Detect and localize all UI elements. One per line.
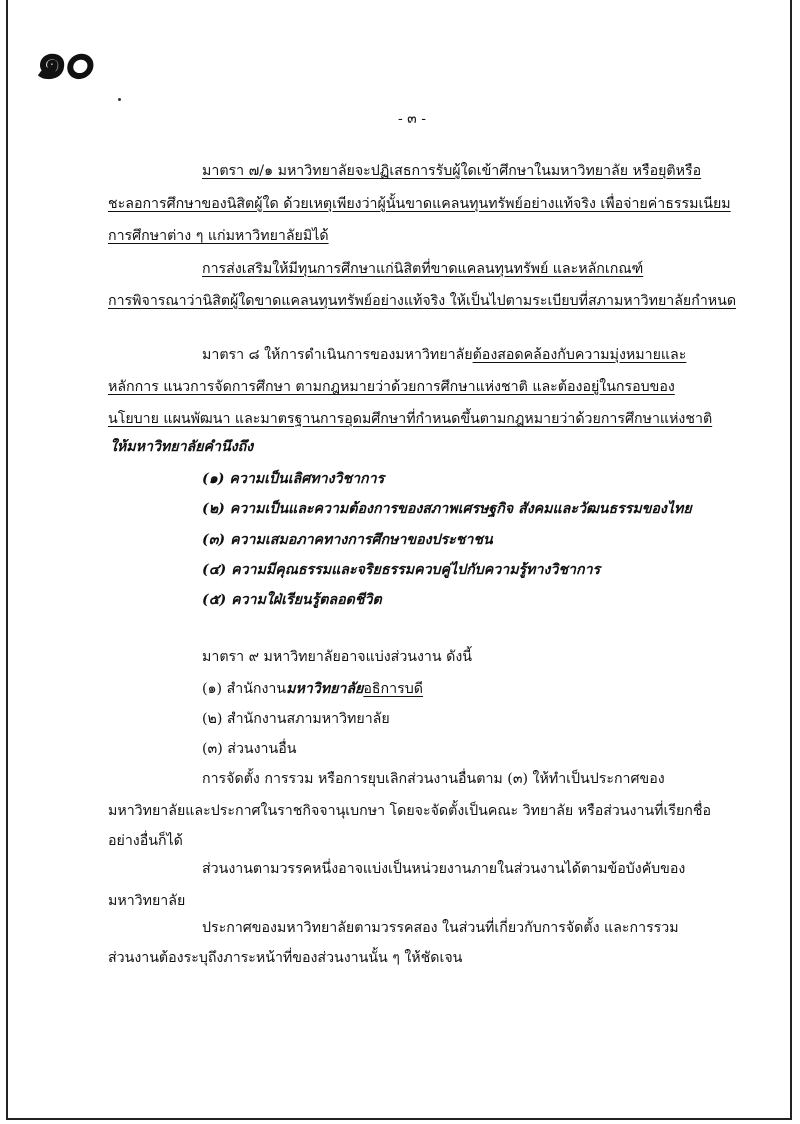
section-9-item-2: (๒) สำนักงานสภามหาวิทยาลัย: [202, 711, 390, 727]
section-9-para-4-line-2: ส่วนงานต้องระบุถึงภาระหน้าที่ของส่วนงานนั้น ๆ ให้ชัดเจน: [108, 950, 463, 966]
section-8-item-2: (๒) ความเป็นและความต้องการของสภาพเศรษฐกิจ สังคมและวัฒนธรรมของไทย: [202, 501, 692, 517]
section-8-item-4: (๔) ความมีคุณธรรมและจริยธรรมควบคู่ไปกับความรู้ทางวิชาการ: [202, 562, 601, 578]
para-7-1-line-1: มาตรา ๗/๑ มหาวิทยาลัยจะปฏิเสธการรับผู้ใดเข้าศึกษาในมหาวิทยาลัย หรือยุติหรือ: [202, 163, 702, 179]
page-number: - ๓ -: [398, 111, 426, 127]
section-9-para-3-line-2: มหาวิทยาลัย: [108, 893, 186, 909]
para-7-1-line-4: การส่งเสริมให้มีทุนการศึกษาแก่นิสิตที่ขาดแคลนทุนทรัพย์ และหลักเกณฑ์: [202, 261, 644, 277]
speck: [118, 98, 121, 101]
section-9-item-1-underlined: อธิการบดี: [363, 681, 423, 697]
para-7-1-line-5: การพิจารณาว่านิสิตผู้ใดขาดแคลนทุนทรัพย์อย่างแท้จริง ให้เป็นไปตามระเบียบที่สภามหาวิทยาลัยกำหนด: [108, 293, 737, 309]
handwritten-page-mark: ๑๐: [32, 31, 96, 91]
section-8-line-2: หลักการ แนวการจัดการศึกษา ตามกฎหมายว่าด้วยการศึกษาแห่งชาติ และต้องอยู่ในกรอบของ: [108, 379, 675, 395]
section-8-line-3: นโยบาย แผนพัฒนา และมาตรฐานการอุดมศึกษาที่กำหนดขึ้นตามกฎหมายว่าด้วยการศึกษาแห่งชาติ: [108, 411, 713, 427]
section-9-item-3: (๓) ส่วนงานอื่น: [202, 741, 297, 757]
section-9-para-3-line-1: ส่วนงานตามวรรคหนึ่งอาจแบ่งเป็นหน่วยงานภายในส่วนงานได้ตามข้อบังคับของ: [202, 861, 686, 877]
section-8-line-4: ให้มหาวิทยาลัยคำนึงถึง: [110, 439, 254, 455]
section-9-item-1-struck: มหาวิทยาลัย: [286, 681, 364, 697]
section-9-para-4-line-1: ประกาศของมหาวิทยาลัยตามวรรคสอง ในส่วนที่เกี่ยวกับการจัดตั้ง และการรวม: [202, 920, 679, 936]
section-8-item-3: (๓) ความเสมอภาคทางการศึกษาของประชาชน: [202, 532, 493, 548]
section-9-para-2-line-2: มหาวิทยาลัยและประกาศในราชกิจจานุเบกษา โดยจะจัดตั้งเป็นคณะ วิทยาลัย หรือส่วนงานที่เรียกชื่อ: [108, 803, 712, 819]
section-8-intro: มาตรา ๘ ให้การดำเนินการของมหาวิทยาลัย: [202, 347, 473, 363]
section-9-item-1-prefix: (๑) สำนักงาน: [202, 681, 287, 697]
para-7-1-line-3: การศึกษาต่าง ๆ แก่มหาวิทยาลัยมิได้: [108, 228, 329, 244]
section-9-para-2-line-1: การจัดตั้ง การรวม หรือการยุบเลิกส่วนงานอื่นตาม (๓) ให้ทำเป็นประกาศของ: [202, 771, 665, 787]
section-8-item-5: (๕) ความใฝ่เรียนรู้ตลอดชีวิต: [202, 592, 382, 608]
section-9-para-2-line-3: อย่างอื่นก็ได้: [108, 833, 183, 849]
para-7-1-line-2: ชะลอการศึกษาของนิสิตผู้ใด ด้วยเหตุเพียงว่าผู้นั้นขาดแคลนทุนทรัพย์อย่างแท้จริง เพื่อจ่ายค่าธรรมเนียม: [108, 196, 731, 212]
section-8-item-1: (๑) ความเป็นเลิศทางวิชาการ: [202, 471, 385, 487]
section-8-underlined: ต้องสอดคล้องกับความมุ่งหมายและ: [472, 347, 687, 363]
section-9-heading: มาตรา ๙ มหาวิทยาลัยอาจแบ่งส่วนงาน ดังนี้: [202, 649, 472, 665]
section-8-line-1: [202, 348, 686, 362]
section-9-item-1: [202, 682, 423, 696]
